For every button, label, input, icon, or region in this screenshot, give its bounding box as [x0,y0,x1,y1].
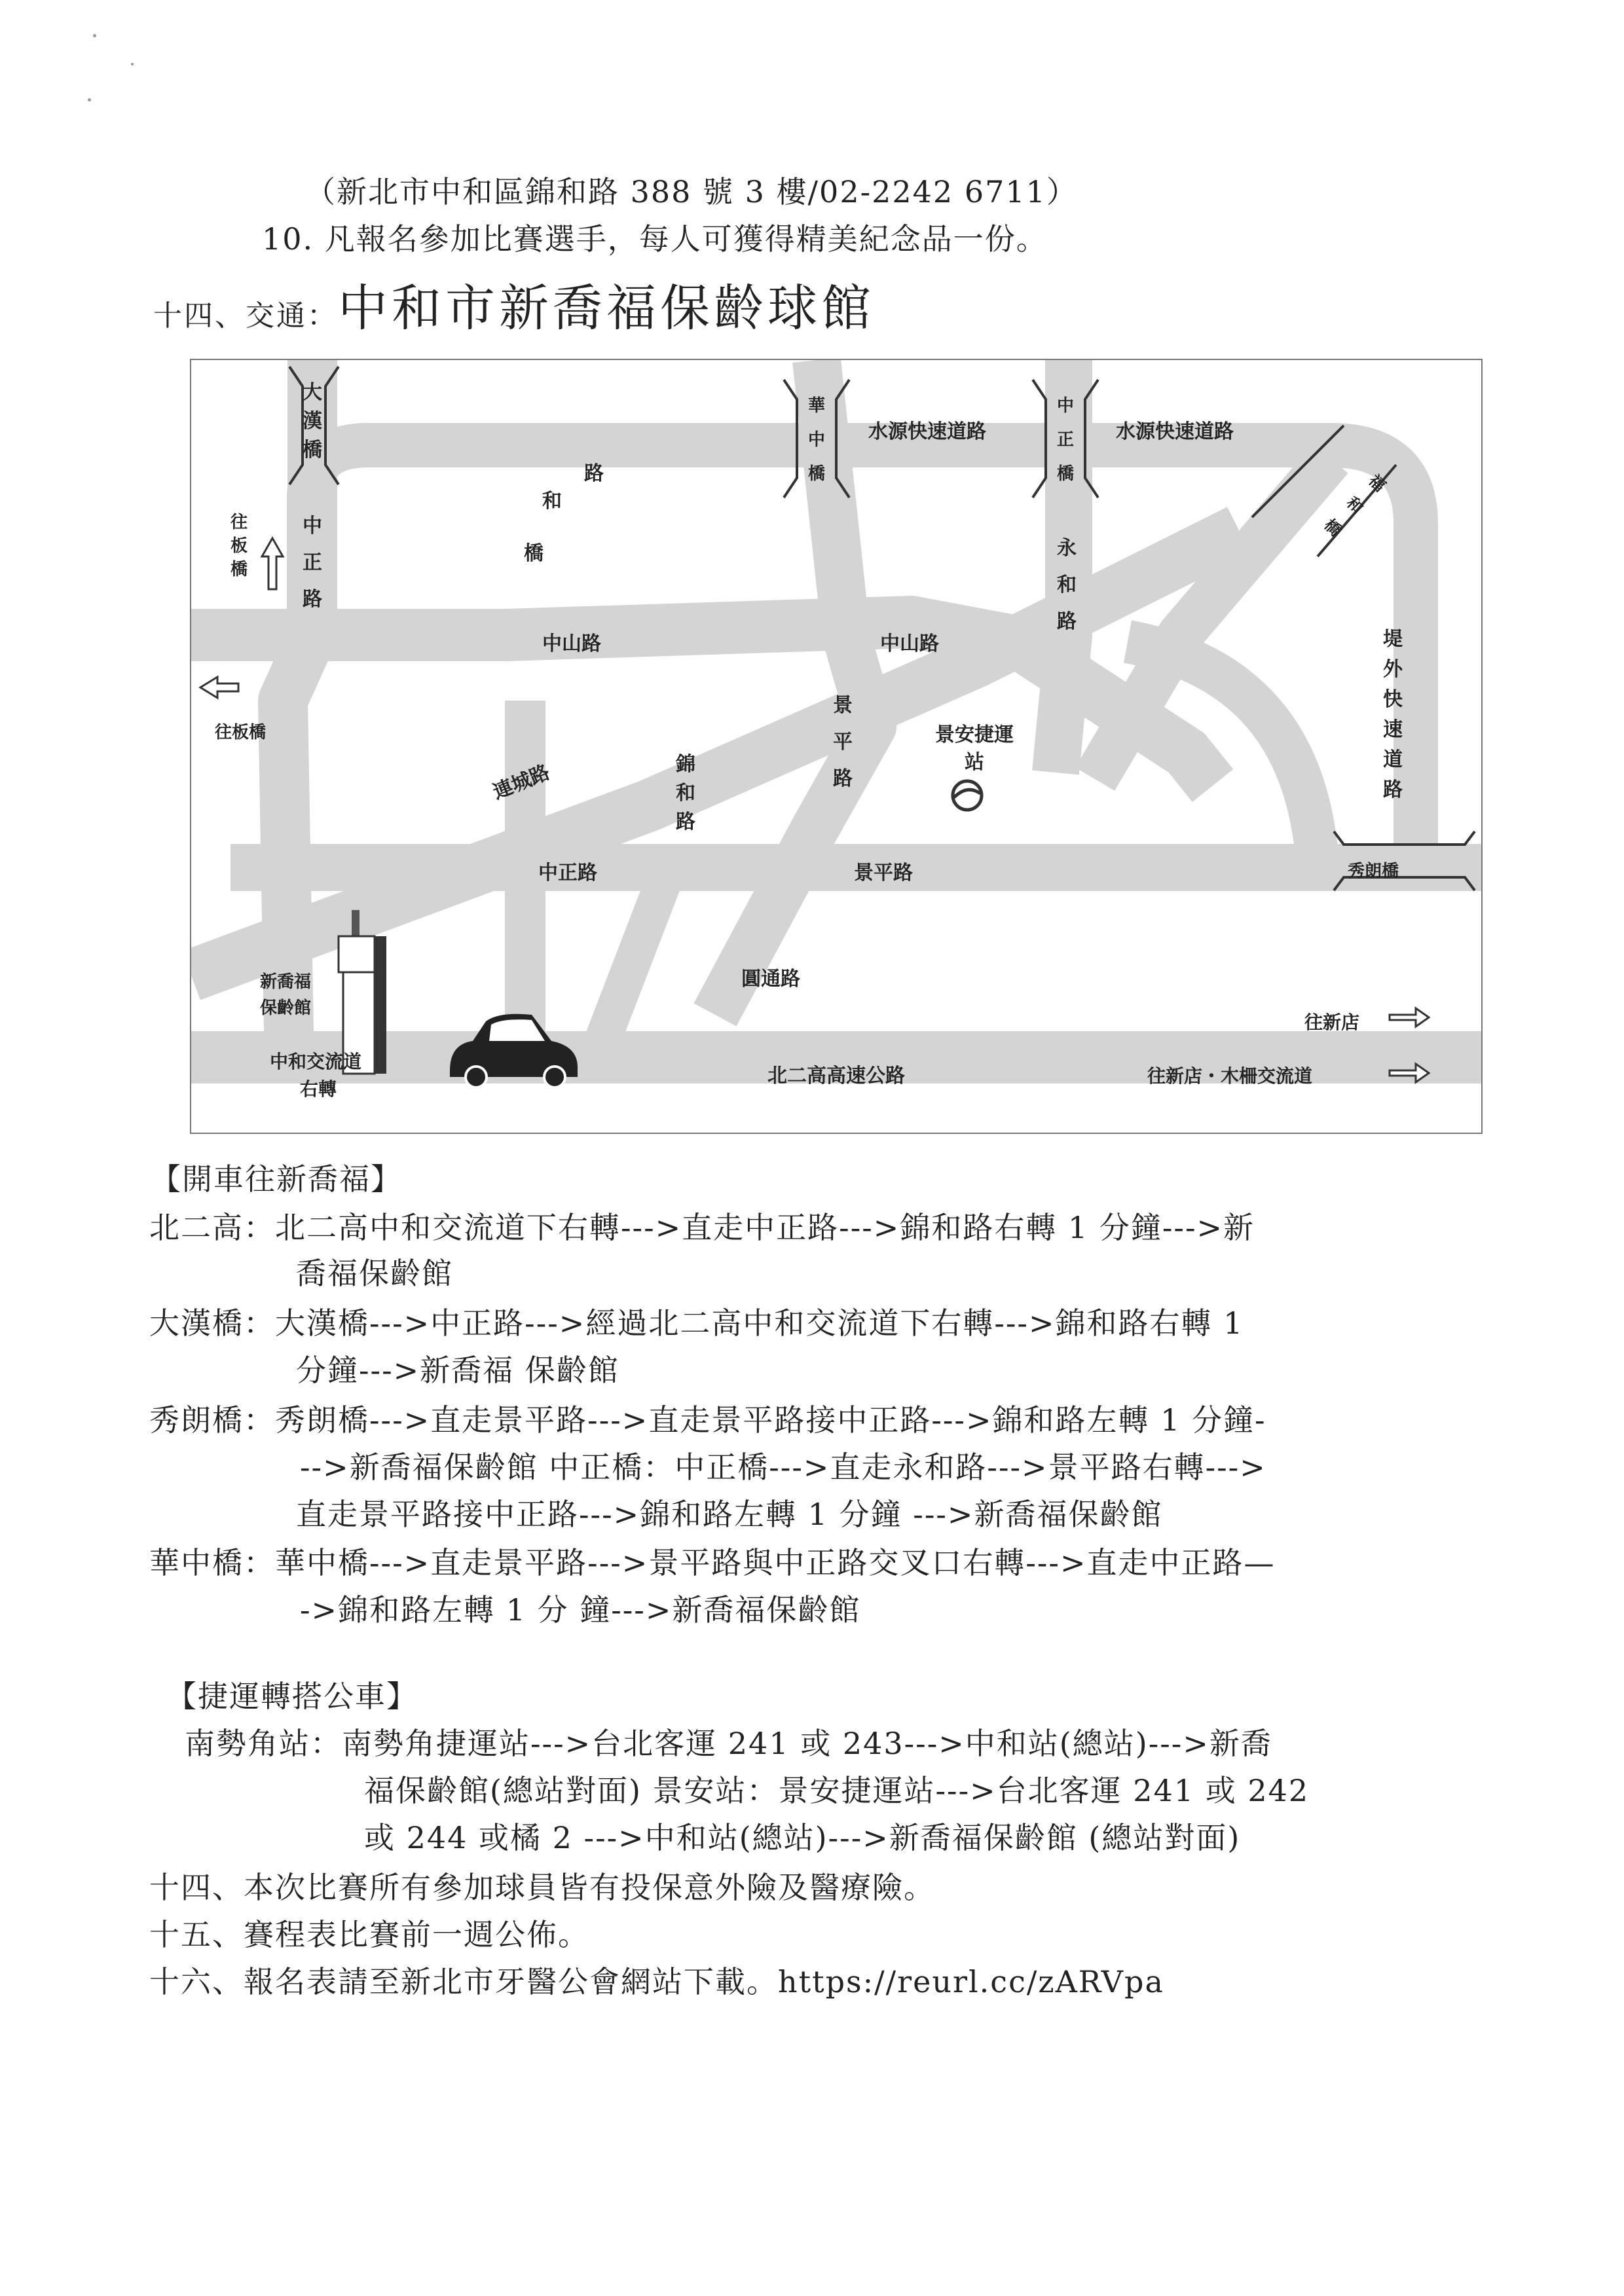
footer-item-16: 十六、報名表請至新北市牙醫公會網站下載。https://reurl.cc/zARVpa [149,1964,1164,1999]
section-14-title: 中和市新喬福保齡球館 [338,279,875,337]
footer-item-15: 十五、賽程表比賽前一週公佈。 [149,1917,589,1952]
map-label-liancheng-rd: 連城路 [490,761,553,805]
map-label-zhongshan-2: 中山路 [880,632,939,655]
scan-speck [131,63,134,65]
section-14-prefix: 十四、交通： [153,299,338,333]
map-label-to-xindian-mucha: 往新店・木柵交流道 [1147,1065,1313,1087]
map-label-jingan-station: 景安捷運站 [935,723,1014,774]
map-label-yonghe-rd: 永和路 [1057,537,1077,633]
map-label-lu: 路 [584,462,604,485]
drive-line: 華中橋：華中橋--->直走景平路--->景平路與中正路交叉口右轉--->直走中正路— [149,1545,1276,1580]
drive-line: 分鐘--->新喬福 保齡館 [296,1353,619,1388]
mrt-line: 或 244 或橘 2 --->中和站(總站)--->新喬福保齡館 (總站對面) [364,1820,1241,1855]
drive-line: 北二高：北二高中和交流道下右轉--->直走中正路--->錦和路右轉 1 分鐘--->新 [149,1210,1255,1245]
drive-line: ->錦和路左轉 1 分 鐘--->新喬福保齡館 [300,1592,861,1628]
drive-line: 喬福保齡館 [296,1256,453,1291]
drive-line: -->新喬福保齡館 中正橋：中正橋--->直走永和路--->景平路右轉---> [300,1449,1266,1485]
mrt-logo-icon [953,781,982,810]
map-label-zhonghe-interchange-1: 中和交流道 [270,1051,362,1072]
map-label-zhongzheng-rd-bottom: 中正路 [538,862,597,884]
mrt-header: 【捷運轉搭公車】 [166,1679,418,1714]
route-map [190,359,1483,1134]
footer-item-14: 十四、本次比賽所有參加球員皆有投保意外險及醫療險。 [149,1870,935,1905]
map-label-hehe-b: 橋 [524,542,544,565]
map-label-huazhong-bridge: 華中橋 [807,396,825,484]
map-label-shuiyuan-2: 水源快速道路 [1116,420,1234,443]
map-label-to-banqiao-left: 往板橋 [215,723,267,742]
car-icon [450,1014,578,1087]
map-label-zhongshan-1: 中山路 [542,632,601,655]
drive-header: 【開車往新喬福】 [151,1161,402,1197]
map-label-shuiyuan-1: 水源快速道路 [868,420,986,443]
section-14-heading [153,268,875,340]
address-line: （新北市中和區錦和路 388 號 3 樓/02-2242 6711） [305,174,1078,210]
mrt-line: 南勢角站：南勢角捷運站--->台北客運 241 或 243--->中和站(總站)--->新喬 [185,1726,1272,1761]
map-label-yuantong-rd: 圓通路 [741,968,800,991]
map-label-to-xindian: 往新店 [1304,1011,1360,1033]
map-label-jinhe-rd: 錦和路 [676,753,695,833]
map-label-to-banqiao-up: 往板橋 [230,513,248,579]
map-label-dahan-bridge: 大漢橋 [303,381,322,462]
drive-line: 大漢橋：大漢橋--->中正路--->經過北二高中和交流道下右轉--->錦和路右轉 1 [149,1305,1244,1341]
map-label-xinqiaofu: 新喬福保齡館 [259,972,311,1018]
mrt-line: 福保齡館(總站對面) 景安站：景安捷運站--->台北客運 241 或 242 [364,1773,1310,1808]
map-label-zhongzheng-rd-left: 中正路 [303,515,322,611]
map-label-xiulang-bridge: 秀朗橋 [1348,862,1399,881]
map-label-zhonghe-interchange-2: 右轉 [300,1078,337,1100]
drive-line: 直走景平路接中正路--->錦和路左轉 1 分鐘 --->新喬福保齡館 [296,1497,1163,1532]
map-label-hehe-a: 和 [542,490,562,513]
map-label-jingping-rd-v: 景平路 [833,694,853,790]
item-10: 10. 凡報名參加比賽選手，每人可獲得精美紀念品一份。 [262,221,1048,257]
map-label-fuhe-bridge: 福和橋 [1320,471,1390,540]
scan-speck [93,34,96,37]
map-label-zhongzheng-bridge: 中正橋 [1056,396,1074,484]
map-label-diwai-expwy: 堤外快速道路 [1383,628,1403,801]
map-label-freeway: 北二高高速公路 [767,1065,905,1087]
map-label-jingping-rd-h: 景平路 [854,862,913,884]
scan-speck [88,98,91,101]
drive-line: 秀朗橋：秀朗橋--->直走景平路--->直走景平路接中正路--->錦和路左轉 1 分鐘- [149,1402,1266,1438]
